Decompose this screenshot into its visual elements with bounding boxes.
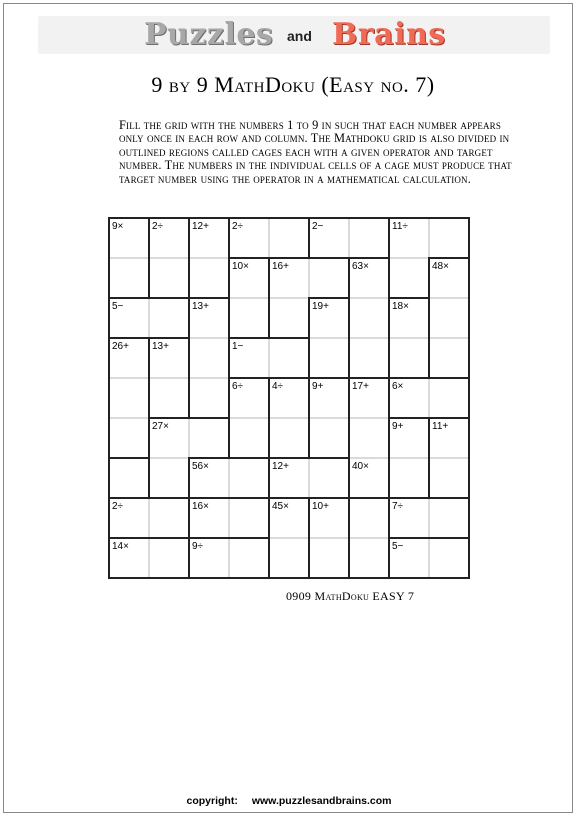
- cage-clue: 2÷: [112, 501, 124, 512]
- cage-clue: 63×: [352, 261, 369, 272]
- cage-clue: 12+: [272, 461, 289, 472]
- cage-clue: 5−: [392, 541, 404, 552]
- cage-clue: 2÷: [232, 221, 244, 232]
- grid-cell[interactable]: [149, 258, 189, 298]
- cage-clue: 9÷: [192, 541, 204, 552]
- grid-cell[interactable]: [429, 338, 469, 378]
- puzzle-id-label: 0909 MathDoku EASY 7: [286, 589, 415, 603]
- grid-cell[interactable]: [309, 258, 349, 298]
- cage-clue: 10×: [232, 261, 249, 272]
- logo-word-and: and: [287, 28, 312, 44]
- cage-clue: 2−: [312, 221, 324, 232]
- cage-clue: 6×: [392, 381, 404, 392]
- cage-clue: 17+: [352, 381, 369, 392]
- grid-cell[interactable]: [429, 458, 469, 498]
- grid-cell[interactable]: [429, 538, 469, 578]
- grid-cell[interactable]: [149, 298, 189, 338]
- cage-clue: 9×: [112, 221, 124, 232]
- cage-clue: 14×: [112, 541, 129, 552]
- cage-clue: 16+: [272, 261, 289, 272]
- grid-cell[interactable]: [109, 378, 149, 418]
- site-logo-banner: [38, 16, 550, 54]
- cage-clue: 2÷: [152, 221, 164, 232]
- grid-cell[interactable]: [309, 538, 349, 578]
- cage-clue: 48×: [432, 261, 449, 272]
- grid-cell[interactable]: [109, 458, 149, 498]
- mathdoku-grid: [109, 218, 469, 578]
- cage-clue: 13+: [152, 341, 169, 352]
- cage-clue: 16×: [192, 501, 209, 512]
- cage-clue: 5−: [112, 301, 124, 312]
- cage-clue: 6÷: [232, 381, 244, 392]
- copyright-line: [0, 795, 578, 807]
- grid-cell[interactable]: [269, 218, 309, 258]
- page-title: 9 by 9 MathDoku (Easy no. 7): [151, 72, 435, 97]
- cage-clue: 19+: [312, 301, 329, 312]
- grid-cell[interactable]: [309, 418, 349, 458]
- cage-clue: 26+: [112, 341, 129, 352]
- cage-clue: 13+: [192, 301, 209, 312]
- grid-cell[interactable]: [309, 458, 349, 498]
- grid-cell[interactable]: [229, 298, 269, 338]
- cage-clue: 10+: [312, 501, 329, 512]
- grid-cell[interactable]: [429, 378, 469, 418]
- grid-cell[interactable]: [309, 338, 349, 378]
- grid-cell[interactable]: [389, 258, 429, 298]
- grid-cell[interactable]: [189, 378, 229, 418]
- grid-cell[interactable]: [149, 378, 189, 418]
- grid-cell[interactable]: [269, 538, 309, 578]
- grid-lines: [109, 218, 469, 578]
- cage-clue: 4÷: [272, 381, 284, 392]
- cage-clue: 56×: [192, 461, 209, 472]
- grid-cell[interactable]: [269, 298, 309, 338]
- grid-cell[interactable]: [229, 538, 269, 578]
- grid-cell[interactable]: [149, 498, 189, 538]
- grid-cell[interactable]: [349, 498, 389, 538]
- cage-clue: 7÷: [392, 501, 404, 512]
- copyright-label: copyright:: [186, 795, 238, 807]
- grid-cell[interactable]: [229, 498, 269, 538]
- cage-clue: 40×: [352, 461, 369, 472]
- grid-cell[interactable]: [229, 418, 269, 458]
- grid-cell[interactable]: [109, 258, 149, 298]
- logo-word-puzzles: Puzzles: [144, 17, 274, 52]
- cage-clue: 11+: [432, 421, 449, 432]
- grid-cell[interactable]: [189, 418, 229, 458]
- cage-clue: 9+: [392, 421, 404, 432]
- grid-cell[interactable]: [349, 338, 389, 378]
- grid-cell[interactable]: [429, 218, 469, 258]
- grid-cell[interactable]: [349, 218, 389, 258]
- cage-clue: 9+: [312, 381, 324, 392]
- cage-clue: 27×: [152, 421, 169, 432]
- grid-cell[interactable]: [109, 418, 149, 458]
- grid-cell[interactable]: [149, 538, 189, 578]
- grid-cell[interactable]: [429, 498, 469, 538]
- grid-cell[interactable]: [189, 258, 229, 298]
- grid-cell[interactable]: [229, 458, 269, 498]
- grid-cell[interactable]: [269, 338, 309, 378]
- grid-cell[interactable]: [349, 538, 389, 578]
- cage-clue: 12+: [192, 221, 209, 232]
- cage-clue: 1−: [232, 341, 244, 352]
- grid-cell[interactable]: [429, 298, 469, 338]
- cage-clue: 11÷: [392, 221, 408, 232]
- grid-cell[interactable]: [389, 338, 429, 378]
- cage-clue: 45×: [272, 501, 289, 512]
- instructions-text: Fill the grid with the numbers 1 to 9 in such that each number appears only once in each row and column. The Mathdoku grid is also divided in outlined regions called cages each with a given operator and target number. The numbers in the individual cells of a cage must produce that target number using the operator in a mathematical calculation.: [119, 118, 512, 186]
- cage-clue: 18×: [392, 301, 409, 312]
- copyright-site: www.puzzlesandbrains.com: [251, 795, 392, 807]
- grid-cell[interactable]: [349, 298, 389, 338]
- grid-cell[interactable]: [189, 338, 229, 378]
- grid-cell[interactable]: [349, 418, 389, 458]
- grid-cell[interactable]: [149, 458, 189, 498]
- grid-cell[interactable]: [269, 418, 309, 458]
- logo-word-brains: Brains: [332, 17, 446, 52]
- grid-cell[interactable]: [389, 458, 429, 498]
